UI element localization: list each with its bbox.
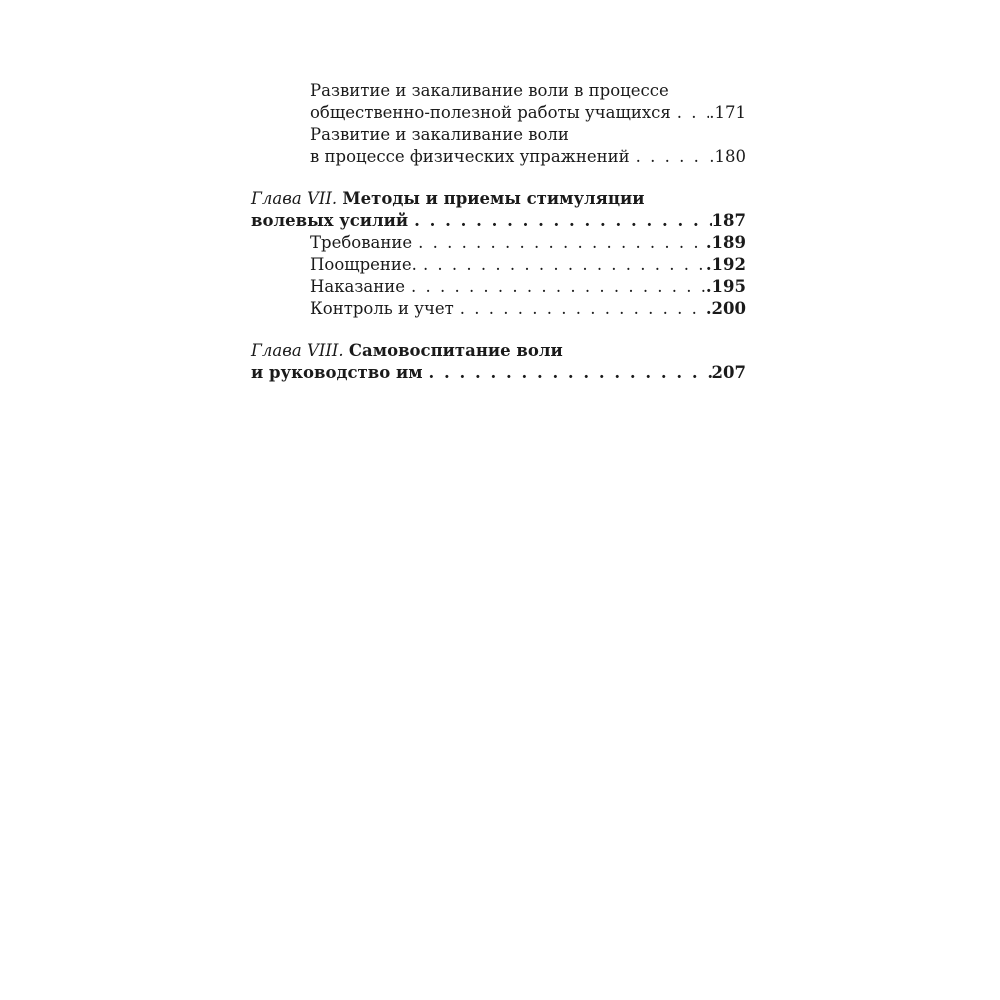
dot-leader bbox=[408, 210, 711, 232]
toc-page-number: .180 bbox=[709, 147, 746, 166]
toc-page-number: .171 bbox=[709, 103, 746, 122]
toc-entry-title: общественно-полезной работы учащихся bbox=[310, 103, 671, 122]
chapter-heading-line bbox=[251, 188, 746, 210]
table-of-contents bbox=[251, 80, 746, 384]
toc-page-number: 187 bbox=[711, 211, 746, 230]
dot-leader bbox=[412, 232, 706, 254]
toc-entry-title: Развитие и закаливание воли в процессе bbox=[310, 81, 669, 100]
dot-leader bbox=[405, 276, 706, 298]
chapter-title: и руководство им bbox=[251, 363, 423, 382]
toc-entry-title: Поощрение. bbox=[310, 255, 417, 274]
chapter-label: Глава VIII. bbox=[251, 341, 344, 360]
toc-entry-title-line bbox=[251, 124, 746, 146]
toc-entry-title: Наказание bbox=[310, 277, 405, 296]
toc-chapter-8 bbox=[251, 340, 746, 384]
dot-leader bbox=[671, 102, 709, 124]
chapter-title: волевых усилий bbox=[251, 211, 409, 230]
toc-entry-title: Развитие и закаливание воли bbox=[310, 125, 569, 144]
toc-entry-title: Требование bbox=[310, 233, 413, 252]
toc-page-number: .192 bbox=[705, 255, 746, 274]
chapter-title: Методы и приемы стимуляции bbox=[342, 189, 645, 208]
toc-subentry bbox=[251, 298, 746, 320]
toc-entry-title: Контроль и учет bbox=[310, 299, 454, 318]
toc-page-number: .189 bbox=[705, 233, 746, 252]
dot-leader bbox=[630, 146, 710, 168]
toc-entry-section-2 bbox=[251, 124, 746, 168]
dot-leader bbox=[454, 298, 706, 320]
toc-entry-title-line bbox=[251, 102, 746, 124]
toc-page-number: 207 bbox=[711, 363, 746, 382]
chapter-heading-line bbox=[251, 210, 746, 232]
toc-subentry bbox=[251, 276, 746, 298]
toc-chapter-7 bbox=[251, 188, 746, 320]
toc-entry-section-1 bbox=[251, 80, 746, 124]
toc-page-number: .200 bbox=[705, 299, 746, 318]
toc-page-number: .195 bbox=[705, 277, 746, 296]
chapter-heading-line bbox=[251, 362, 746, 384]
toc-entry-title-line bbox=[251, 80, 746, 102]
toc-entry-title-line bbox=[251, 146, 746, 168]
dot-leader bbox=[417, 254, 706, 276]
toc-subentry bbox=[251, 232, 746, 254]
chapter-label: Глава VII. bbox=[251, 189, 338, 208]
chapter-heading-line bbox=[251, 340, 746, 362]
toc-subentry bbox=[251, 254, 746, 276]
dot-leader bbox=[423, 362, 712, 384]
toc-entry-title: в процессе физических упражнений bbox=[310, 147, 630, 166]
chapter-title: Самовоспитание воли bbox=[348, 341, 563, 360]
